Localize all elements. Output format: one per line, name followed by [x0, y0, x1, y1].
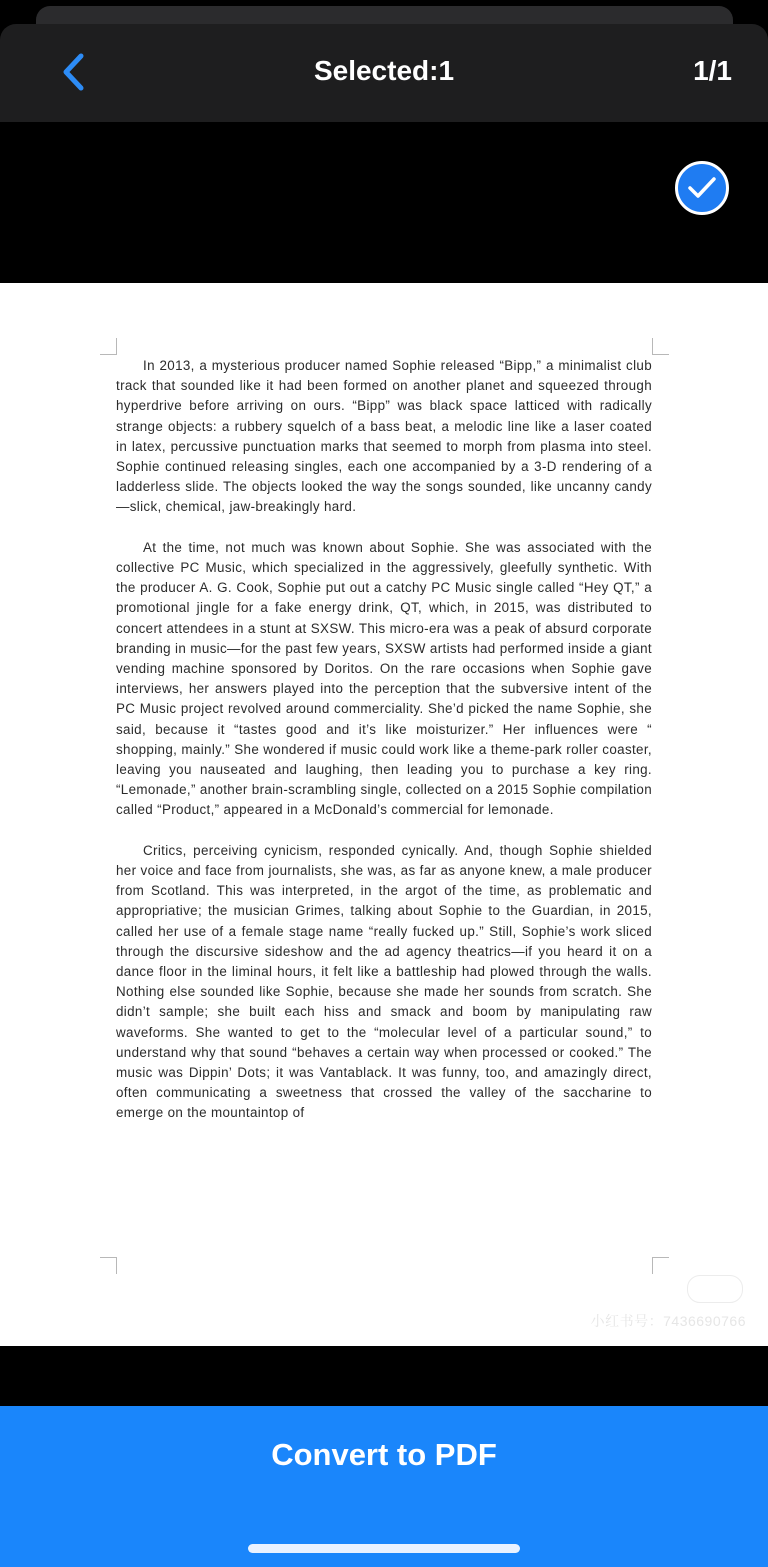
page-counter: 1/1 [693, 55, 732, 86]
document-paragraph-2: At the time, not much was known about Sophie. She was associated with the collective PC Music, which specialized in the aggressively, gleefully synthetic. With the producer A. G. Cook, Sophie put out a catchy PC Music single called “Hey QT,” a promotional jingle for a fake energy drink, QT, which, in 2015, was distributed to concert attendees in a stunt at SXSW. This micro-era was a peak of absurd corporate branding in music—for the past few years, SXSW artists had performed inside a giant vending machine sponsored by Doritos. On the rare occasions when Sophie gave interviews, her answers played into the perception that the subversive intent of the PC Music project revolved around commerciality. She’d picked the name Sophie, she said, because it “tastes good and it’s like moisturizer.” Her influences were “ shopping, mainly.” She wondered if music could work like a theme-park roller coaster, leaving you nauseated and laughing, then leading you to purchase a key ring. “Lemonade,” another brain-scrambling single, collected on a 2015 Sophie compilation called “Product,” appeared in a McDonald’s commercial for lemonade. [116, 539, 652, 818]
crop-corner-bottom-right [652, 1257, 669, 1274]
home-indicator[interactable] [248, 1544, 520, 1553]
crop-corner-bottom-left [100, 1257, 117, 1274]
convert-button-label: Convert to PDF [271, 1437, 497, 1472]
document-text [116, 356, 652, 1124]
crop-corner-top-left [100, 338, 117, 355]
selection-checkbox[interactable] [675, 161, 729, 215]
document-paragraph-1: In 2013, a mysterious producer named Sophie released “Bipp,” a minimalist club track that sounded like it had been formed on another planet and squeezed through hyperdrive before arriving on ours. “Bipp” was black space latticed with radically strange objects: a rubbery squelch of a bass beat, a melodic line like a laser coated in latex, percussive punctuation marks that seemed to morph from plasma into steel. Sophie continued releasing singles, each one accompanied by a 3-D rendering of a ladderless slide. The objects looked the way the songs sounded, like uncanny candy—slick, chemical, jaw-breakingly hard. [116, 358, 652, 515]
convert-to-pdf-button[interactable] [0, 1406, 768, 1567]
watermark-text: 小红书号：7436690766 [590, 1313, 746, 1329]
watermark-logo-icon [687, 1275, 743, 1303]
page-title: Selected:1 [313, 55, 455, 86]
document-paragraph-3: Critics, perceiving cynicism, responded cynically. And, though Sophie shielded her voice and face from journalists, she was, as far as anyone knew, a male producer from Scotland. This was interpreted, in the argot of the time, as problematic and appropriative; the musician Grimes, talking about Sophie to the Guardian, in 2015, called her use of a female stage name “really fucked up.” Still, Sophie’s work sliced through the discursive sideshow and the ad agency theatrics—if you heard it on a dance floor in the liminal hours, it felt like a battleship had plowed through the walls. Nothing else sounded like Sophie, because she made her sounds from scratch. She didn’t sample; she built each hiss and smack and boom by manipulating raw waveforms. She wanted to get to the “molecular level of a particular sound,” to understand why that sound “behaves a certain way when processed or cooked.” The music was Dippin’ Dots; it was Vantablack. It was funny, too, and amazingly direct, often communicating a sweetness that crossed the valley of the saccharine to emerge on the mountaintop of [116, 842, 652, 1121]
top-navigation-bar [0, 24, 768, 122]
document-page-preview[interactable] [0, 283, 768, 1346]
crop-corner-top-right [652, 338, 669, 355]
checkmark-icon [687, 176, 717, 200]
